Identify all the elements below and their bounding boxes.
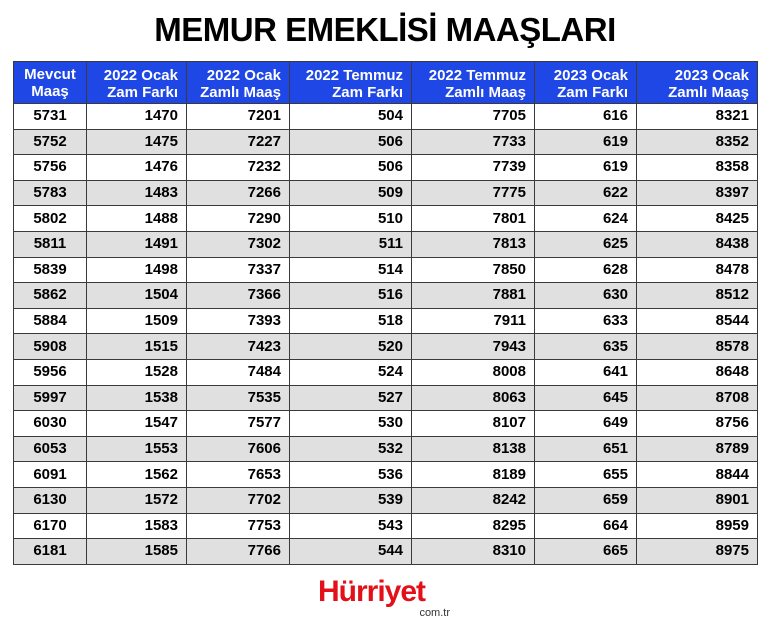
table-cell: 8975: [637, 539, 758, 565]
table-cell: 6130: [14, 487, 87, 513]
page-title: MEMUR EMEKLİSİ MAAŞLARI: [154, 11, 616, 48]
column-header-line: Zamlı Maaş: [200, 83, 281, 101]
table-cell: 8959: [637, 513, 758, 539]
column-header-line: 2022 Temmuz: [305, 66, 403, 84]
table-cell: 8544: [637, 308, 758, 334]
table-cell: 7775: [412, 180, 535, 206]
table-cell: 645: [535, 385, 637, 411]
table-cell: 543: [290, 513, 412, 539]
table-cell: 1562: [87, 462, 187, 488]
table-row: [14, 359, 758, 385]
column-header-line: 2022 Ocak: [103, 66, 178, 84]
table-cell: 8708: [637, 385, 758, 411]
table-cell: 635: [535, 334, 637, 360]
table-cell: 7290: [187, 206, 290, 232]
table-cell: 7801: [412, 206, 535, 232]
column-header-line: Zam Farkı: [332, 83, 403, 101]
table-cell: 536: [290, 462, 412, 488]
table-row: [14, 539, 758, 565]
column-header-line: Zam Farkı: [107, 83, 178, 101]
table-cell: 8310: [412, 539, 535, 565]
table-cell: 8189: [412, 462, 535, 488]
table-cell: 651: [535, 436, 637, 462]
column-header-line: Zamlı Maaş: [445, 83, 526, 101]
table-cell: 8063: [412, 385, 535, 411]
table-row: [14, 462, 758, 488]
column-header-line: 2023 Ocak: [553, 66, 628, 84]
column-header: [87, 62, 187, 104]
table-cell: 530: [290, 411, 412, 437]
table-cell: 1504: [87, 283, 187, 309]
table-cell: 649: [535, 411, 637, 437]
table-cell: 7227: [187, 129, 290, 155]
table-cell: 7881: [412, 283, 535, 309]
table-cell: 8578: [637, 334, 758, 360]
table-cell: 7766: [187, 539, 290, 565]
table-cell: 6053: [14, 436, 87, 462]
table-cell: 7232: [187, 155, 290, 181]
table-cell: 619: [535, 155, 637, 181]
table-cell: 8425: [637, 206, 758, 232]
table-cell: 8107: [412, 411, 535, 437]
table-cell: 6181: [14, 539, 87, 565]
table-cell: 1528: [87, 359, 187, 385]
table-row: [14, 257, 758, 283]
table-cell: 7201: [187, 104, 290, 130]
table-cell: 539: [290, 487, 412, 513]
table-cell: 8512: [637, 283, 758, 309]
table-body: [14, 104, 758, 565]
table-row: [14, 385, 758, 411]
table-cell: 1572: [87, 487, 187, 513]
table-row: [14, 129, 758, 155]
table-cell: 5956: [14, 359, 87, 385]
table-cell: 524: [290, 359, 412, 385]
table-cell: 655: [535, 462, 637, 488]
table-cell: 5783: [14, 180, 87, 206]
table-cell: 8397: [637, 180, 758, 206]
table-row: [14, 411, 758, 437]
table-cell: 628: [535, 257, 637, 283]
table-cell: 641: [535, 359, 637, 385]
table-row: [14, 436, 758, 462]
salary-table: [13, 61, 758, 565]
table-cell: 506: [290, 129, 412, 155]
table-cell: 8901: [637, 487, 758, 513]
table-cell: 1491: [87, 231, 187, 257]
table-cell: 1547: [87, 411, 187, 437]
table-cell: 8789: [637, 436, 758, 462]
table-cell: 1553: [87, 436, 187, 462]
table-cell: 8756: [637, 411, 758, 437]
table-row: [14, 104, 758, 130]
table-cell: 7753: [187, 513, 290, 539]
logo-wordmark: Hürriyet: [318, 575, 426, 608]
column-header-line: Zam Farkı: [557, 83, 628, 101]
table-cell: 504: [290, 104, 412, 130]
table-cell: 511: [290, 231, 412, 257]
table-cell: 7606: [187, 436, 290, 462]
column-header: [14, 62, 87, 104]
table-cell: 1488: [87, 206, 187, 232]
table-cell: 7484: [187, 359, 290, 385]
table-cell: 7266: [187, 180, 290, 206]
table-cell: 532: [290, 436, 412, 462]
table-cell: 5908: [14, 334, 87, 360]
column-header-line: 2023 Ocak: [674, 66, 749, 84]
table-cell: 5884: [14, 308, 87, 334]
table-cell: 1538: [87, 385, 187, 411]
table-cell: 8352: [637, 129, 758, 155]
table-cell: 8478: [637, 257, 758, 283]
table-cell: 8321: [637, 104, 758, 130]
table-cell: 5752: [14, 129, 87, 155]
table-cell: 1583: [87, 513, 187, 539]
table-cell: 5811: [14, 231, 87, 257]
table-cell: 516: [290, 283, 412, 309]
hurriyet-logo: [318, 575, 458, 627]
table-row: [14, 155, 758, 181]
table-cell: 5731: [14, 104, 87, 130]
table-row: [14, 308, 758, 334]
table-cell: 630: [535, 283, 637, 309]
table-cell: 659: [535, 487, 637, 513]
table-cell: 6170: [14, 513, 87, 539]
column-header: [535, 62, 637, 104]
table-cell: 544: [290, 539, 412, 565]
table-cell: 8648: [637, 359, 758, 385]
table-cell: 6091: [14, 462, 87, 488]
logo-domain: com.tr: [419, 607, 450, 619]
table-cell: 506: [290, 155, 412, 181]
table-cell: 8295: [412, 513, 535, 539]
table-cell: 1509: [87, 308, 187, 334]
column-header-line: Maaş: [31, 82, 69, 100]
table-row: [14, 487, 758, 513]
table-row: [14, 231, 758, 257]
table-cell: 624: [535, 206, 637, 232]
table-cell: 7366: [187, 283, 290, 309]
table-cell: 616: [535, 104, 637, 130]
table-cell: 7739: [412, 155, 535, 181]
table-cell: 7813: [412, 231, 535, 257]
table-cell: 633: [535, 308, 637, 334]
table-cell: 8844: [637, 462, 758, 488]
column-header-line: 2022 Temmuz: [428, 66, 526, 84]
column-header: [637, 62, 758, 104]
table-cell: 8008: [412, 359, 535, 385]
table-cell: 8138: [412, 436, 535, 462]
table-cell: 1585: [87, 539, 187, 565]
column-header: [412, 62, 535, 104]
table-cell: 527: [290, 385, 412, 411]
table-cell: 7943: [412, 334, 535, 360]
table-cell: 7423: [187, 334, 290, 360]
table-row: [14, 180, 758, 206]
table-header-row: [14, 62, 758, 104]
table-cell: 1470: [87, 104, 187, 130]
table-cell: 510: [290, 206, 412, 232]
table-cell: 7302: [187, 231, 290, 257]
table-cell: 7733: [412, 129, 535, 155]
table-cell: 1476: [87, 155, 187, 181]
column-header: [290, 62, 412, 104]
table-cell: 7702: [187, 487, 290, 513]
table-cell: 622: [535, 180, 637, 206]
column-header-line: Zamlı Maaş: [668, 83, 749, 101]
column-header-line: 2022 Ocak: [206, 66, 281, 84]
table-cell: 1515: [87, 334, 187, 360]
table-cell: 1483: [87, 180, 187, 206]
table-cell: 7705: [412, 104, 535, 130]
table-cell: 5862: [14, 283, 87, 309]
table-cell: 7393: [187, 308, 290, 334]
table-row: [14, 334, 758, 360]
table-cell: 509: [290, 180, 412, 206]
table-cell: 7911: [412, 308, 535, 334]
table-cell: 8438: [637, 231, 758, 257]
table-cell: 7535: [187, 385, 290, 411]
table-cell: 520: [290, 334, 412, 360]
table-cell: 518: [290, 308, 412, 334]
table-cell: 7337: [187, 257, 290, 283]
table-cell: 6030: [14, 411, 87, 437]
table-cell: 1475: [87, 129, 187, 155]
table-cell: 665: [535, 539, 637, 565]
table-cell: 7850: [412, 257, 535, 283]
table-cell: 7653: [187, 462, 290, 488]
table-cell: 8358: [637, 155, 758, 181]
table-cell: 625: [535, 231, 637, 257]
table-row: [14, 283, 758, 309]
table-row: [14, 206, 758, 232]
table-cell: 5802: [14, 206, 87, 232]
table-cell: 5839: [14, 257, 87, 283]
table-cell: 5997: [14, 385, 87, 411]
table-cell: 514: [290, 257, 412, 283]
table-cell: 7577: [187, 411, 290, 437]
table-cell: 8242: [412, 487, 535, 513]
table-cell: 664: [535, 513, 637, 539]
table-cell: 1498: [87, 257, 187, 283]
column-header-line: Mevcut: [24, 65, 76, 83]
column-header: [187, 62, 290, 104]
table-row: [14, 513, 758, 539]
table-cell: 5756: [14, 155, 87, 181]
table-cell: 619: [535, 129, 637, 155]
